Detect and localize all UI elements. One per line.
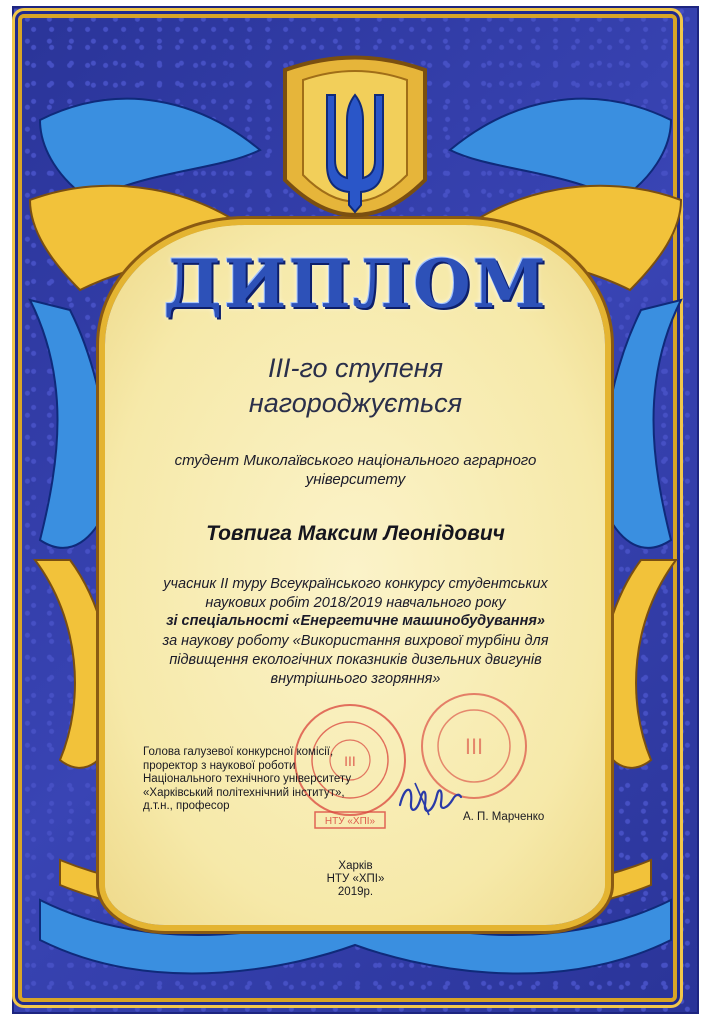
ribbon-right-side: [601, 300, 681, 548]
student-affiliation-line2: університету: [305, 471, 406, 488]
issue-city: Харків: [338, 860, 373, 872]
ribbon-top-right-blue: [450, 99, 671, 200]
signatory-line5: д.т.н., професор: [143, 800, 230, 812]
signatory-line2: проректор з наукової роботи: [143, 759, 296, 772]
degree-text: ІІІ-го ступеня: [267, 353, 444, 383]
stamp-left-label: НТУ «ХПІ»: [324, 816, 376, 827]
diploma-title: ДИПЛОМ: [163, 245, 548, 323]
student-affiliation-line1: студент Миколаївського національного аграрного: [174, 452, 537, 469]
description-line1: учасник ІІ туру Всеукраїнського конкурсу студентських: [163, 576, 548, 592]
signatory-line3: Національного технічного університету: [143, 773, 352, 785]
awarded-text: нагороджується: [248, 388, 463, 418]
signatory-name: А. П. Марченко: [463, 811, 545, 823]
signatory-line4: «Харківський політехнічний інститут»,: [143, 786, 345, 799]
issue-year: 2019р.: [337, 886, 374, 898]
handwritten-signature: [395, 775, 465, 820]
description-line5: підвищення екологічних показників дизельних двигунів: [169, 652, 542, 668]
signatory-title: [143, 746, 351, 814]
issue-organization: НТУ «ХПІ»: [326, 873, 385, 885]
signatory-line1: Голова галузевої конкурсної комісії,: [143, 746, 334, 758]
ribbon-top-left-blue: [40, 99, 260, 200]
stamp-left-mark: ІІІ: [344, 753, 356, 769]
description-line4: за наукову роботу «Використання вихрової турбіни для: [162, 633, 549, 649]
stamp-right-mark: ІІІ: [464, 734, 484, 759]
description-line2: наукових робіт 2018/2019 навчального року: [205, 595, 506, 611]
recipient-name: Товпига Максим Леонідович: [206, 522, 505, 545]
specialty-line: зі спеціальності «Енергетичне машинобудування»: [166, 613, 545, 629]
ribbon-left-side: [30, 300, 110, 548]
description-line6: внутрішнього згоряння»: [270, 671, 441, 687]
coat-of-arms-icon: [275, 50, 435, 235]
